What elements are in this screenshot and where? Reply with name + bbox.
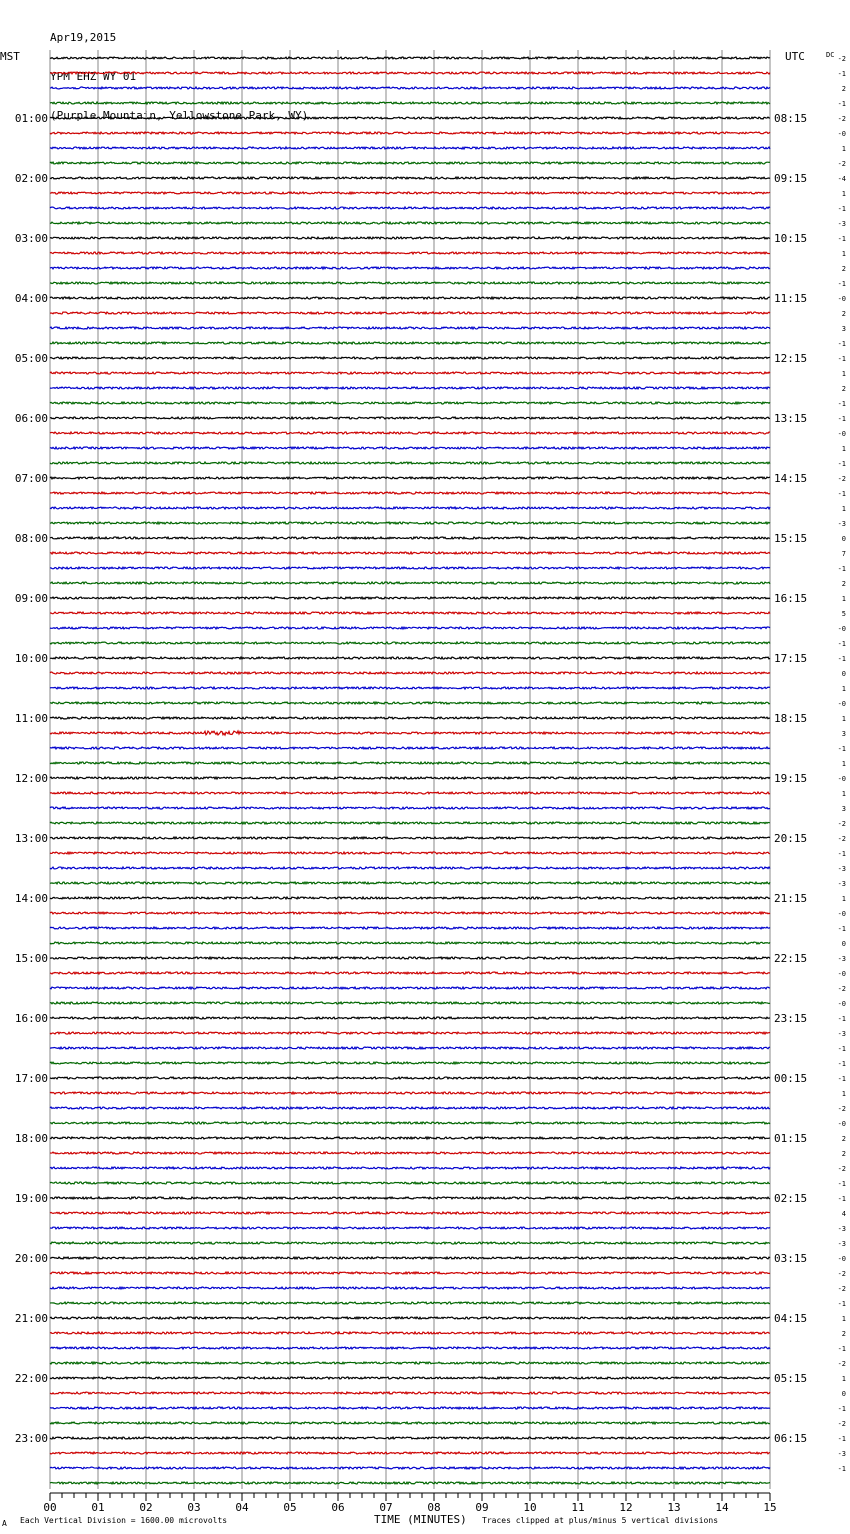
seismic-trace [50, 417, 770, 419]
dc-offset-label: -1 [837, 1465, 846, 1473]
seismic-trace [50, 1437, 770, 1439]
dc-offset-label: -1 [837, 400, 846, 408]
seismic-trace [50, 297, 770, 299]
station-code: YPM EHZ WY 01 [50, 70, 137, 83]
dc-offset-label: -3 [837, 220, 846, 228]
utc-hour-label: 10:15 [774, 232, 808, 245]
seismic-trace [50, 1167, 770, 1169]
utc-hour-label: 09:15 [774, 172, 808, 185]
seismic-trace [50, 1287, 770, 1289]
seismic-trace [50, 927, 770, 929]
station-location: (Purple Mountain, Yellowstone Park, WY) [50, 109, 309, 122]
dc-offset-label: -1 [837, 340, 846, 348]
dc-offset-label: 1 [841, 595, 846, 603]
x-tick-label: 06 [331, 1501, 345, 1514]
seismic-trace [50, 552, 770, 554]
dc-offset-label: -3 [837, 955, 846, 963]
seismic-trace [50, 1392, 770, 1394]
plot-date: Apr19,2015 [50, 31, 117, 44]
mst-hour-label: 02:00 [14, 172, 48, 185]
dc-offset-label: 0 [841, 670, 846, 678]
seismic-trace [50, 477, 770, 479]
dc-offset-label: -1 [837, 460, 846, 468]
dc-offset-label: -4 [837, 175, 846, 183]
x-tick-label: 01 [91, 1501, 105, 1514]
seismic-trace [50, 1407, 770, 1409]
seismic-trace [50, 117, 770, 119]
seismic-trace [50, 147, 770, 149]
dc-offset-label: -1 [837, 1405, 846, 1413]
seismic-trace [50, 882, 770, 884]
utc-hour-label: 08:15 [774, 112, 808, 125]
seismic-trace [50, 1332, 770, 1334]
seismic-trace [50, 57, 770, 59]
mst-hour-label: 19:00 [14, 1192, 48, 1205]
seismic-trace [50, 207, 770, 209]
dc-offset-label: 2 [841, 1150, 846, 1158]
seismic-trace [50, 702, 770, 704]
seismic-trace [50, 1032, 770, 1034]
seismic-trace [50, 237, 770, 239]
seismic-trace [50, 1257, 770, 1259]
dc-offset-label: 1 [841, 445, 846, 453]
seismic-trace [50, 627, 770, 629]
seismic-trace [50, 1002, 770, 1004]
dc-offset-label: -1 [837, 1435, 846, 1443]
seismic-trace [50, 522, 770, 524]
seismic-trace [50, 177, 770, 179]
dc-offset-label: -2 [837, 1360, 846, 1368]
seismic-trace [50, 612, 770, 614]
utc-hour-label: 04:15 [774, 1312, 808, 1325]
dc-offset-label: 1 [841, 1315, 846, 1323]
dc-offset-label: -1 [837, 1075, 846, 1083]
dc-offset-label: 4 [841, 1210, 846, 1218]
dc-offset-label: -1 [837, 1015, 846, 1023]
dc-offset-label: -2 [837, 1270, 846, 1278]
dc-offset-label: -1 [837, 1060, 846, 1068]
seismic-trace [50, 837, 770, 839]
seismic-trace [50, 132, 770, 134]
dc-offset-label: -3 [837, 880, 846, 888]
seismic-trace [50, 87, 770, 89]
dc-offset-label: 0 [841, 535, 846, 543]
seismic-trace [50, 1152, 770, 1154]
utc-hour-label: 15:15 [774, 532, 808, 545]
dc-offset-label: -1 [837, 70, 846, 78]
mst-hour-label: 14:00 [14, 892, 48, 905]
seismic-trace [50, 1017, 770, 1019]
mst-hour-label: 20:00 [14, 1252, 48, 1265]
x-tick-label: 03 [187, 1501, 201, 1514]
seismic-trace [50, 102, 770, 104]
dc-offset-label: -1 [837, 205, 846, 213]
dc-offset-label: -1 [837, 745, 846, 753]
x-tick-label: 10 [523, 1501, 537, 1514]
seismic-trace [50, 762, 770, 764]
dc-offset-label: 1 [841, 1375, 846, 1383]
seismic-trace [50, 1047, 770, 1049]
dc-offset-label: 1 [841, 715, 846, 723]
dc-label: DC [826, 51, 835, 59]
dc-offset-label: 2 [841, 85, 846, 93]
seismic-trace [50, 312, 770, 314]
seismic-trace [50, 372, 770, 374]
x-tick-label: 09 [475, 1501, 489, 1514]
dc-offset-label: -1 [837, 100, 846, 108]
utc-hour-label: 03:15 [774, 1252, 808, 1265]
dc-offset-label: 1 [841, 190, 846, 198]
dc-offset-label: -0 [837, 130, 846, 138]
seismic-trace [50, 432, 770, 434]
seismic-trace [50, 912, 770, 914]
seismic-trace [50, 72, 770, 74]
mst-hour-label: 10:00 [14, 652, 48, 665]
dc-offset-label: -2 [837, 1165, 846, 1173]
seismic-trace [50, 1077, 770, 1079]
dc-offset-label: 1 [841, 760, 846, 768]
seismic-trace [50, 972, 770, 974]
utc-hour-label: 00:15 [774, 1072, 808, 1085]
dc-offset-label: 1 [841, 250, 846, 258]
seismic-trace [50, 1062, 770, 1064]
dc-offset-label: 1 [841, 145, 846, 153]
seismic-trace [50, 1137, 770, 1139]
seismic-trace [50, 867, 770, 869]
dc-offset-label: 7 [841, 550, 846, 558]
dc-offset-label: 2 [841, 1330, 846, 1338]
x-tick-label: 12 [619, 1501, 633, 1514]
seismic-trace [50, 1107, 770, 1109]
seismic-trace [50, 942, 770, 944]
vertical-division-note: Each Vertical Division = 1600.00 microvolts [20, 1516, 228, 1525]
utc-hour-label: 18:15 [774, 712, 808, 725]
dc-offset-label: -1 [837, 415, 846, 423]
dc-offset-label: -2 [837, 160, 846, 168]
mst-hour-label: 15:00 [14, 952, 48, 965]
mst-hour-label: 18:00 [14, 1132, 48, 1145]
seismic-trace [50, 747, 770, 749]
dc-offset-label: -0 [837, 430, 846, 438]
dc-offset-label: 3 [841, 805, 846, 813]
mst-hour-label: 21:00 [14, 1312, 48, 1325]
x-tick-label: 08 [427, 1501, 441, 1514]
seismic-trace [50, 1452, 770, 1454]
seismic-trace [50, 1212, 770, 1214]
x-tick-label: 04 [235, 1501, 249, 1514]
x-tick-label: 15 [763, 1501, 777, 1514]
seismic-trace [50, 987, 770, 989]
seismic-trace [50, 777, 770, 779]
utc-hour-label: 02:15 [774, 1192, 808, 1205]
mst-hour-label: 03:00 [14, 232, 48, 245]
mst-hour-label: 08:00 [14, 532, 48, 545]
dc-offset-label: -1 [837, 850, 846, 858]
seismic-trace [50, 162, 770, 164]
seismic-trace [50, 252, 770, 254]
mst-hour-label: 16:00 [14, 1012, 48, 1025]
dc-offset-label: 2 [841, 385, 846, 393]
dc-offset-label: -2 [837, 55, 846, 63]
mst-hour-label: 04:00 [14, 292, 48, 305]
utc-hour-label: 20:15 [774, 832, 808, 845]
dc-offset-label: -0 [837, 1255, 846, 1263]
dc-offset-label: -2 [837, 475, 846, 483]
dc-offset-label: -1 [837, 565, 846, 573]
mst-hour-label: 07:00 [14, 472, 48, 485]
dc-offset-label: -1 [837, 280, 846, 288]
seismic-trace [50, 282, 770, 284]
seismic-trace [50, 342, 770, 344]
mst-hour-label: 13:00 [14, 832, 48, 845]
clip-note: Traces clipped at plus/minus 5 vertical divisions [482, 1516, 719, 1525]
dc-offset-label: 2 [841, 580, 846, 588]
dc-offset-label: 1 [841, 1090, 846, 1098]
dc-offset-label: 1 [841, 685, 846, 693]
dc-offset-label: -3 [837, 1030, 846, 1038]
seismic-trace [50, 1227, 770, 1229]
dc-offset-label: -2 [837, 115, 846, 123]
dc-offset-label: -2 [837, 820, 846, 828]
seismic-trace [50, 1482, 770, 1484]
utc-hour-label: 01:15 [774, 1132, 808, 1145]
seismic-trace [50, 402, 770, 404]
x-tick-label: 02 [139, 1501, 153, 1514]
seismic-trace [50, 1362, 770, 1364]
seismic-trace [50, 1302, 770, 1304]
dc-offset-label: -1 [837, 640, 846, 648]
dc-offset-label: -1 [837, 490, 846, 498]
mst-hour-label: 23:00 [14, 1432, 48, 1445]
utc-hour-label: 23:15 [774, 1012, 808, 1025]
dc-offset-label: 1 [841, 505, 846, 513]
utc-hour-label: 14:15 [774, 472, 808, 485]
dc-offset-label: -1 [837, 1195, 846, 1203]
seismic-trace [50, 222, 770, 224]
utc-hour-label: 12:15 [774, 352, 808, 365]
dc-offset-label: 1 [841, 895, 846, 903]
seismic-trace [50, 1422, 770, 1424]
dc-offset-label: -0 [837, 625, 846, 633]
mst-hour-label: 06:00 [14, 412, 48, 425]
seismic-trace [50, 357, 770, 359]
seismic-trace [50, 1272, 770, 1274]
footer-left-mark: A [2, 1519, 7, 1528]
seismic-trace [50, 731, 770, 735]
seismic-trace [50, 672, 770, 674]
seismic-trace [50, 717, 770, 719]
mst-hour-label: 22:00 [14, 1372, 48, 1385]
dc-offset-label: -2 [837, 835, 846, 843]
x-axis-label: TIME (MINUTES) [374, 1513, 467, 1526]
dc-offset-label: 2 [841, 265, 846, 273]
dc-offset-label: -0 [837, 1000, 846, 1008]
dc-offset-label: -1 [837, 355, 846, 363]
utc-hour-label: 17:15 [774, 652, 808, 665]
dc-offset-label: 3 [841, 730, 846, 738]
seismic-trace [50, 267, 770, 269]
dc-offset-label: -1 [837, 1345, 846, 1353]
seismic-trace [50, 957, 770, 959]
utc-hour-label: 06:15 [774, 1432, 808, 1445]
dc-offset-label: -0 [837, 295, 846, 303]
mst-axis-label: MST [0, 50, 20, 63]
seismic-trace [50, 1242, 770, 1244]
dc-offset-label: -2 [837, 1105, 846, 1113]
mst-hour-label: 09:00 [14, 592, 48, 605]
seismic-trace [50, 792, 770, 794]
dc-offset-label: 0 [841, 940, 846, 948]
x-tick-label: 13 [667, 1501, 681, 1514]
dc-offset-label: -1 [837, 925, 846, 933]
mst-hour-label: 12:00 [14, 772, 48, 785]
dc-offset-label: -2 [837, 985, 846, 993]
dc-offset-label: 0 [841, 1390, 846, 1398]
dc-offset-label: -1 [837, 1180, 846, 1188]
seismic-trace [50, 492, 770, 494]
seismic-trace [50, 597, 770, 599]
seismic-trace [50, 1197, 770, 1199]
dc-offset-label: -1 [837, 1045, 846, 1053]
x-tick-label: 05 [283, 1501, 297, 1514]
dc-offset-label: -3 [837, 1240, 846, 1248]
dc-offset-label: -3 [837, 1450, 846, 1458]
seismic-trace [50, 507, 770, 509]
dc-offset-label: -0 [837, 700, 846, 708]
dc-offset-label: -1 [837, 655, 846, 663]
dc-offset-label: 5 [841, 610, 846, 618]
seismic-trace [50, 657, 770, 659]
dc-offset-label: -0 [837, 910, 846, 918]
x-tick-label: 00 [43, 1501, 57, 1514]
utc-hour-label: 22:15 [774, 952, 808, 965]
seismic-trace [50, 1347, 770, 1349]
seismic-trace [50, 192, 770, 194]
dc-offset-label: -2 [837, 1285, 846, 1293]
seismic-trace [50, 642, 770, 644]
utc-hour-label: 13:15 [774, 412, 808, 425]
seismic-trace [50, 327, 770, 329]
x-tick-label: 07 [379, 1501, 393, 1514]
mst-hour-label: 17:00 [14, 1072, 48, 1085]
seismic-trace [50, 387, 770, 389]
dc-offset-label: 1 [841, 790, 846, 798]
seismic-trace [50, 1467, 770, 1469]
dc-offset-label: 2 [841, 1135, 846, 1143]
utc-hour-label: 16:15 [774, 592, 808, 605]
dc-offset-label: -0 [837, 970, 846, 978]
dc-offset-label: -0 [837, 775, 846, 783]
seismic-trace [50, 1092, 770, 1094]
dc-offset-label: 1 [841, 370, 846, 378]
mst-hour-label: 01:00 [14, 112, 48, 125]
dc-offset-label: -3 [837, 520, 846, 528]
seismic-trace [50, 852, 770, 854]
seismic-trace [50, 822, 770, 824]
dc-offset-label: -3 [837, 1225, 846, 1233]
seismic-trace [50, 462, 770, 464]
seismic-trace [50, 582, 770, 584]
seismic-trace [50, 1122, 770, 1124]
utc-hour-label: 05:15 [774, 1372, 808, 1385]
dc-offset-label: -1 [837, 1300, 846, 1308]
dc-offset-label: -0 [837, 1120, 846, 1128]
dc-offset-label: -2 [837, 1420, 846, 1428]
utc-axis-label: UTC [785, 50, 805, 63]
dc-offset-label: 2 [841, 310, 846, 318]
dc-offset-label: -1 [837, 235, 846, 243]
x-tick-label: 14 [715, 1501, 729, 1514]
dc-offset-label: 3 [841, 325, 846, 333]
seismic-trace [50, 1377, 770, 1379]
x-tick-label: 11 [571, 1501, 585, 1514]
mst-hour-label: 11:00 [14, 712, 48, 725]
mst-hour-label: 05:00 [14, 352, 48, 365]
utc-hour-label: 11:15 [774, 292, 808, 305]
seismic-trace [50, 687, 770, 689]
seismic-trace [50, 1317, 770, 1319]
seismic-trace [50, 897, 770, 899]
seismic-trace [50, 807, 770, 809]
utc-hour-label: 19:15 [774, 772, 808, 785]
utc-hour-label: 21:15 [774, 892, 808, 905]
dc-offset-label: -3 [837, 865, 846, 873]
seismic-trace [50, 567, 770, 569]
seismic-trace [50, 447, 770, 449]
seismic-trace [50, 537, 770, 539]
seismic-trace [50, 1182, 770, 1184]
